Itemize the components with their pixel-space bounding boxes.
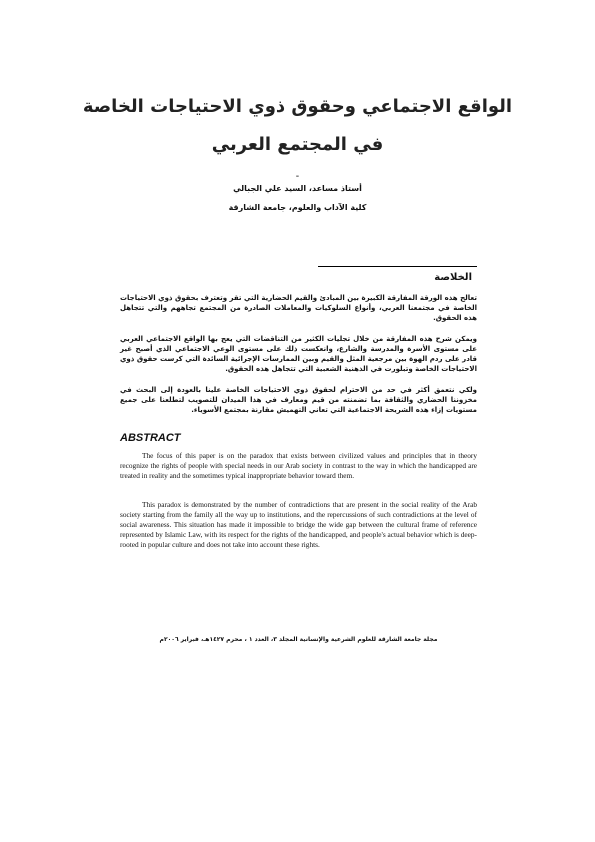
author-marker: - [295,171,300,182]
arabic-abstract-heading: الخلاصة [434,272,472,283]
english-abstract-paragraph: This paradox is demonstrated by the number of contradictions that are present in the social reality of the Arab society starting from the family all the way up to institutions, and the repercussions of such contradictions at the level of social awareness. This situation has made it impossible to bridge the wide gap between the cultural frame of reference represented by Islamic Law, with its respect for the rights of the handicapped, and people's actual behavior which is deep-rooted in popular culture and does not take into account these rights. [120,500,477,549]
journal-footer: مجلة جامعة الشارقة للعلوم الشرعية والإنسانية المجلد ٣، العدد ١ ، محرم ١٤٢٧هـ، فبراير ٢٠٠٦م [159,636,438,643]
arabic-abstract-paragraph: ولكي نتعمق أكثر في حد من الاحترام لحقوق ذوي الاحتياجات الخاصة علينا بالعودة إلى البحث في مخزوننا الحضاري والثقافة بما تضمنته من قيم ومعارف في هذا الميدان للتصويب لتطلعنا على جميع مستويات إزاء هذه الشريحة الاجتماعية التي تعاني التهميش مقارنة بمجتمع الأسوياء. [120,386,477,414]
author-name: أستاذ مساعد، السيد علي الجبالي [233,184,362,193]
arabic-abstract-paragraph: تعالج هذه الورقة المفارقة الكبيرة بين المبادئ والقيم الحضارية التي تقر وتعترف بحقوق ذوي الاحتياجات الخاصة في مجتمعنا العربي، وأنواع السلوكيات والمعاملات الصادرة من المجتمع تجاههم والتي تتجاهل هذه الحقوق. [120,294,477,322]
arabic-abstract-paragraph: ويمكن شرح هذه المفارقة من خلال تجليات الكثير من التناقضات التي يعج بها الواقع الاجتماعي العربي على مستوى الأسرة والمدرسة والشارع، وانعكست ذلك على مستوى الوعي الاجتماعي الذي أصبح غير قادر على ردم الهوة بين مرجعية المثل والقيم وبين الممارسات الإجرائية السائدة التي كرست حقوق ذوي الاحتياجات الخاصة وتبلورت في الذهنية الشعبية التي تتجاهل هذه الحقوق. [120,335,477,373]
english-abstract-paragraph: The focus of this paper is on the paradox that exists between civilized values and principles that in theory recognize the rights of people with special needs in our Arab society in contrast to the way in which the handicapped are treated in reality and the sometimes typical inappropriate behavior toward them. [120,451,477,480]
english-abstract-heading: ABSTRACT [120,432,181,444]
section-divider [318,266,477,267]
author-affiliation: كلية الآداب والعلوم، جامعة الشارقة [228,203,367,212]
paper-title-line-2: في المجتمع العربي [211,134,384,155]
paper-title-line-1: الواقع الاجتماعي وحقوق ذوي الاحتياجات الخاصة [82,96,513,117]
